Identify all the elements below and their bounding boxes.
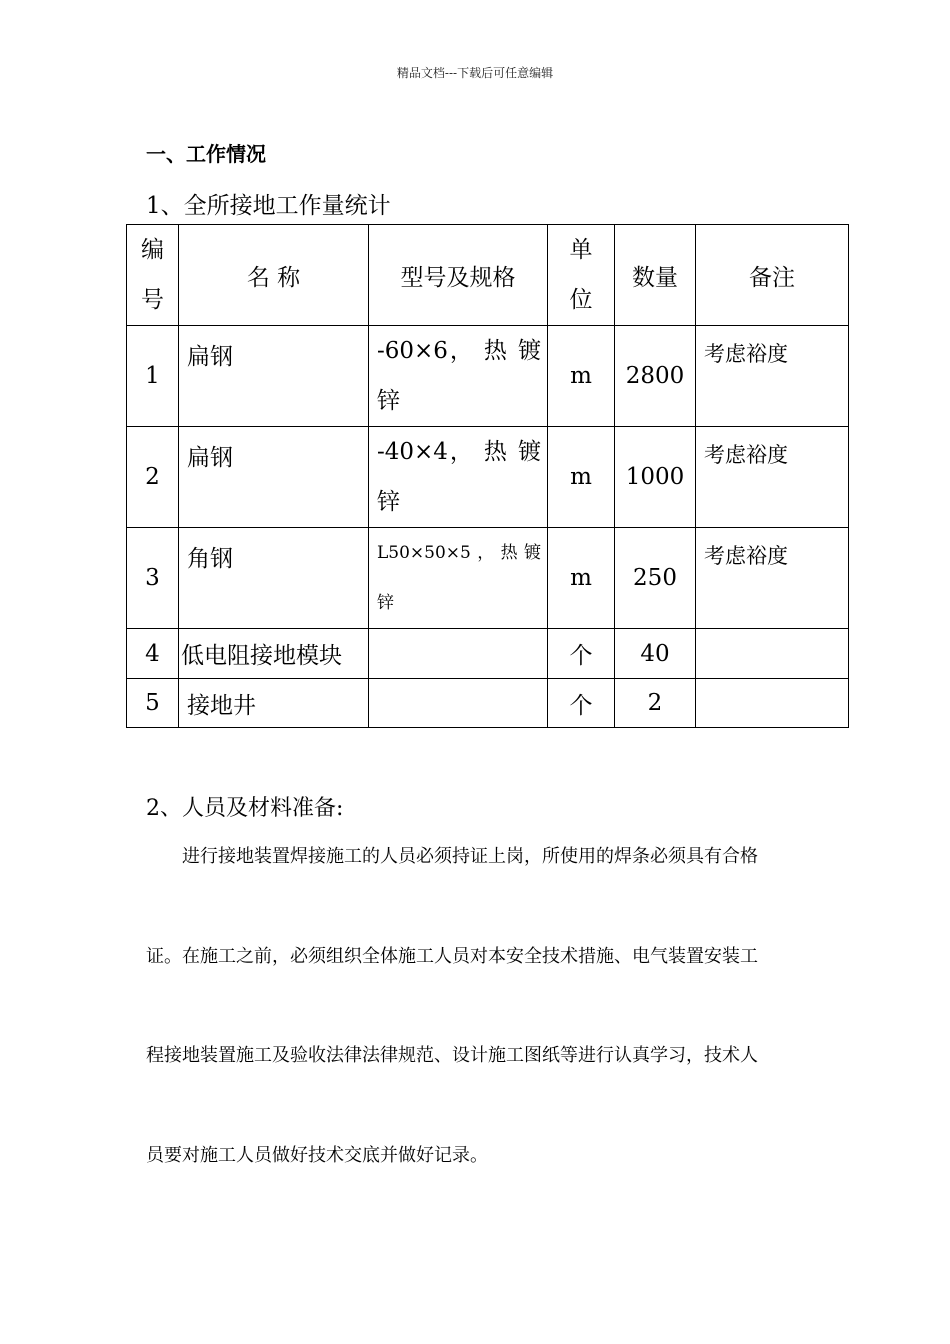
cell-spec: -60×6， 热 镀 锌 bbox=[369, 326, 548, 427]
cell-spec: -40×4， 热 镀 锌 bbox=[369, 427, 548, 528]
cell-note: 考虑裕度 bbox=[696, 528, 849, 629]
paragraph-line: 员要对施工人员做好技术交底并做好记录。 bbox=[146, 1145, 488, 1166]
cell-qty: 1000 bbox=[615, 427, 696, 528]
cell-no: 4 bbox=[127, 629, 179, 679]
cell-qty: 40 bbox=[615, 629, 696, 679]
cell-qty: 2 bbox=[615, 679, 696, 728]
cell-no: 2 bbox=[127, 427, 179, 528]
cell-unit: m bbox=[548, 427, 615, 528]
cell-name: 低电阻接地模块 bbox=[179, 629, 369, 679]
cell-note: 考虑裕度 bbox=[696, 326, 849, 427]
section-title: 一、工作情况 bbox=[146, 142, 266, 166]
cell-no: 5 bbox=[127, 679, 179, 728]
paragraph-line: 证。在施工之前，必须组织全体施工人员对本安全技术措施、电气装置安装工 bbox=[146, 946, 758, 967]
header-qty: 数量 bbox=[615, 225, 696, 326]
cell-spec: L50×50×5，热镀 锌 bbox=[369, 528, 548, 629]
cell-unit: m bbox=[548, 326, 615, 427]
cell-unit: m bbox=[548, 528, 615, 629]
paragraph-line: 程接地装置施工及验收法律法律规范、设计施工图纸等进行认真学习，技术人 bbox=[146, 1045, 758, 1066]
header-unit: 单 位 bbox=[548, 225, 615, 326]
cell-note bbox=[696, 629, 849, 679]
header-spec: 型号及规格 bbox=[369, 225, 548, 326]
cell-note bbox=[696, 679, 849, 728]
header-note: 备注 bbox=[696, 225, 849, 326]
table-row bbox=[127, 629, 849, 679]
cell-qty: 250 bbox=[615, 528, 696, 629]
table-row bbox=[127, 679, 849, 728]
cell-note: 考虑裕度 bbox=[696, 427, 849, 528]
cell-no: 1 bbox=[127, 326, 179, 427]
cell-name: 角钢 bbox=[179, 528, 369, 629]
subsection-title-1: 1、全所接地工作量统计 bbox=[146, 193, 391, 219]
table-row bbox=[127, 528, 849, 629]
header-name: 名 称 bbox=[179, 225, 369, 326]
cell-name: 接地井 bbox=[179, 679, 369, 728]
cell-spec bbox=[369, 629, 548, 679]
paragraph-line: 进行接地装置焊接施工的人员必须持证上岗，所使用的焊条必须具有合格 bbox=[182, 846, 758, 867]
cell-spec bbox=[369, 679, 548, 728]
header-no: 编 号 bbox=[127, 225, 179, 326]
cell-name: 扁钢 bbox=[179, 326, 369, 427]
grounding-workload-table bbox=[126, 224, 849, 728]
subsection-title-2: 2、人员及材料准备: bbox=[146, 796, 344, 821]
table-row bbox=[127, 326, 849, 427]
cell-name: 扁钢 bbox=[179, 427, 369, 528]
table-header-row bbox=[127, 225, 849, 326]
cell-unit: 个 bbox=[548, 679, 615, 728]
cell-qty: 2800 bbox=[615, 326, 696, 427]
table-row bbox=[127, 427, 849, 528]
page-header: 精品文档---下载后可任意编辑 bbox=[396, 66, 554, 80]
cell-no: 3 bbox=[127, 528, 179, 629]
cell-unit: 个 bbox=[548, 629, 615, 679]
